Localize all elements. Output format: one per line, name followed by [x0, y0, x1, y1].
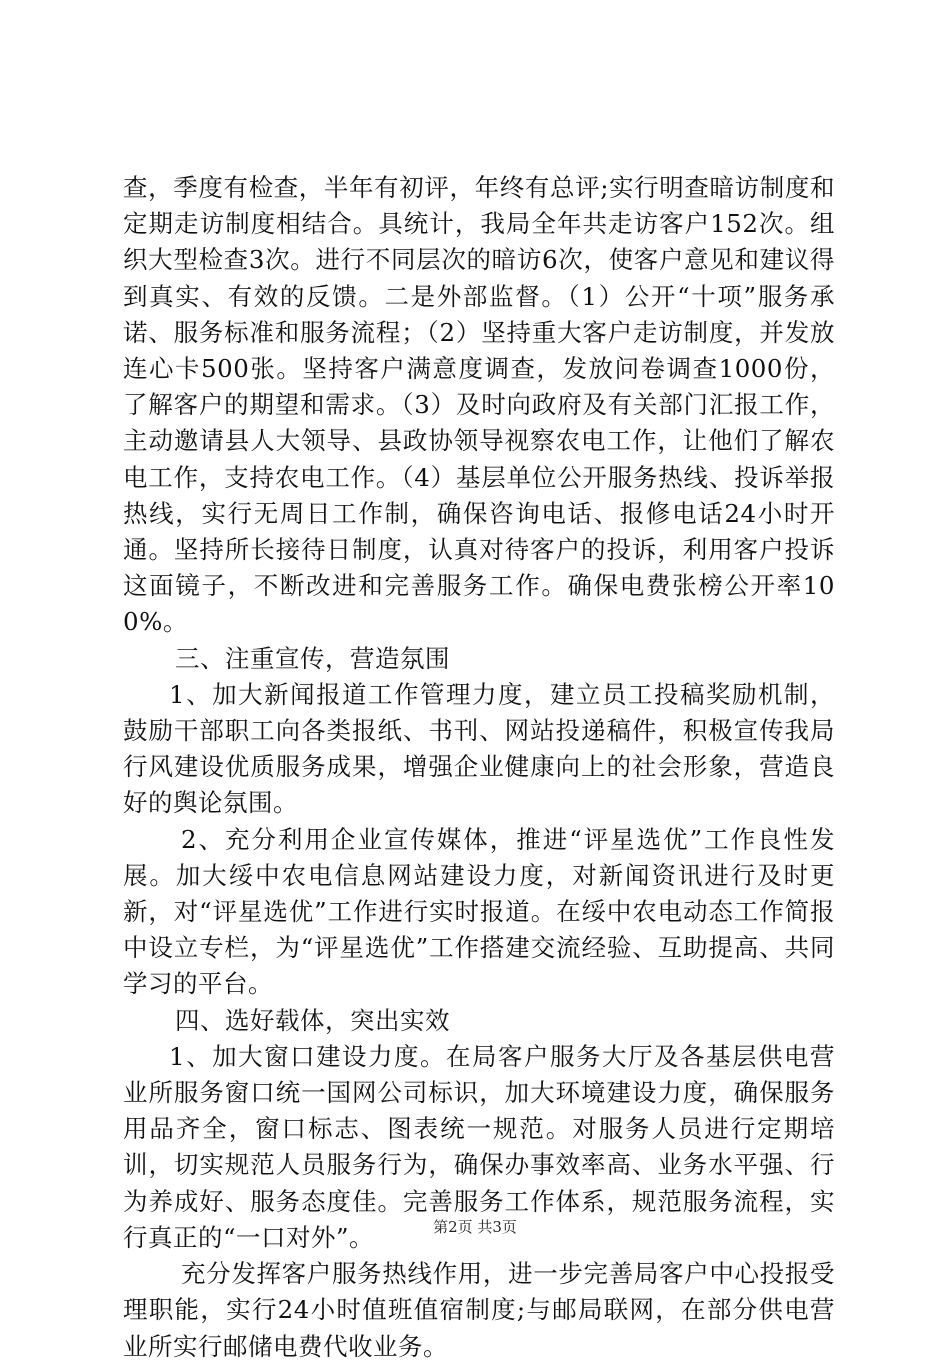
paragraph-news-reporting: 1、加大新闻报道工作管理力度，建立员工投稿奖励机制，鼓励干部职工向各类报纸、书刊、网站投递稿件，积极宣传我局行风建设优质服务成果，增强企业健康向上的社会形象，营造良好的舆论氛围。 — [123, 679, 835, 818]
section-heading-3: 三、注重宣传，营造氛围 — [175, 643, 450, 673]
paragraph-supervision: 查，季度有检查，半年有初评，年终有总评;实行明查暗访制度和定期走访制度相结合。具统计，我局全年共走访客户152次。组织大型检查3次。进行不同层次的暗访6次，使客户意见和建议得到真实、有效的反馈。二是外部监督。（1）公开“十项”服务承诺、服务标准和服务流程；（2）坚持重大客户走访制度，并发放连心卡500张。坚持客户满意度调查，发放问卷调查1000份，了解客户的期望和需求。（3）及时向政府及有关部门汇报工作，主动邀请县人大领导、县政协领导视察农电工作，让他们了解农电工作，支持农电工作。（4）基层单位公开服务热线、投诉举报热线，实行无周日工作制，确保咨询电话、报修电话24小时开通。坚持所长接待日制度，认真对待客户的投诉，利用客户投诉这面镜子，不断改进和完善服务工作。确保电费张榜公开率100%。 — [123, 173, 835, 637]
document-body — [123, 170, 835, 1365]
section-heading-4: 四、选好载体，突出实效 — [175, 1005, 450, 1035]
paragraph-service-hotline: 充分发挥客户服务热线作用，进一步完善局客户中心投报受理职能，实行24小时值班值宿制度;与邮局联网，在部分供电营业所实行邮储电费代收业务。 — [123, 1259, 835, 1361]
paragraph-window-construction: 1、加大窗口建设力度。在局客户服务大厅及各基层供电营业所服务窗口统一国网公司标识，加大环境建设力度，确保服务用品齐全，窗口标志、图表统一规范。对服务人员进行定期培训，切实规范人员服务行为，确保办事效率高、业务水平强、行为养成好、服务态度佳。完善服务工作体系，规范服务流程，实行真正的“一口对外”。 — [123, 1041, 835, 1252]
page-footer: 第2页 共3页 — [433, 1218, 517, 1236]
paragraph-media-usage: 2、充分利用企业宣传媒体，推进“评星选优”工作良性发展。加大绥中农电信息网站建设力度，对新闻资讯进行及时更新，对“评星选优”工作进行实时报道。在绥中农电动态工作简报中设立专栏，为“评星选优”工作搭建交流经验、互助提高、共同学习的平台。 — [123, 824, 835, 999]
